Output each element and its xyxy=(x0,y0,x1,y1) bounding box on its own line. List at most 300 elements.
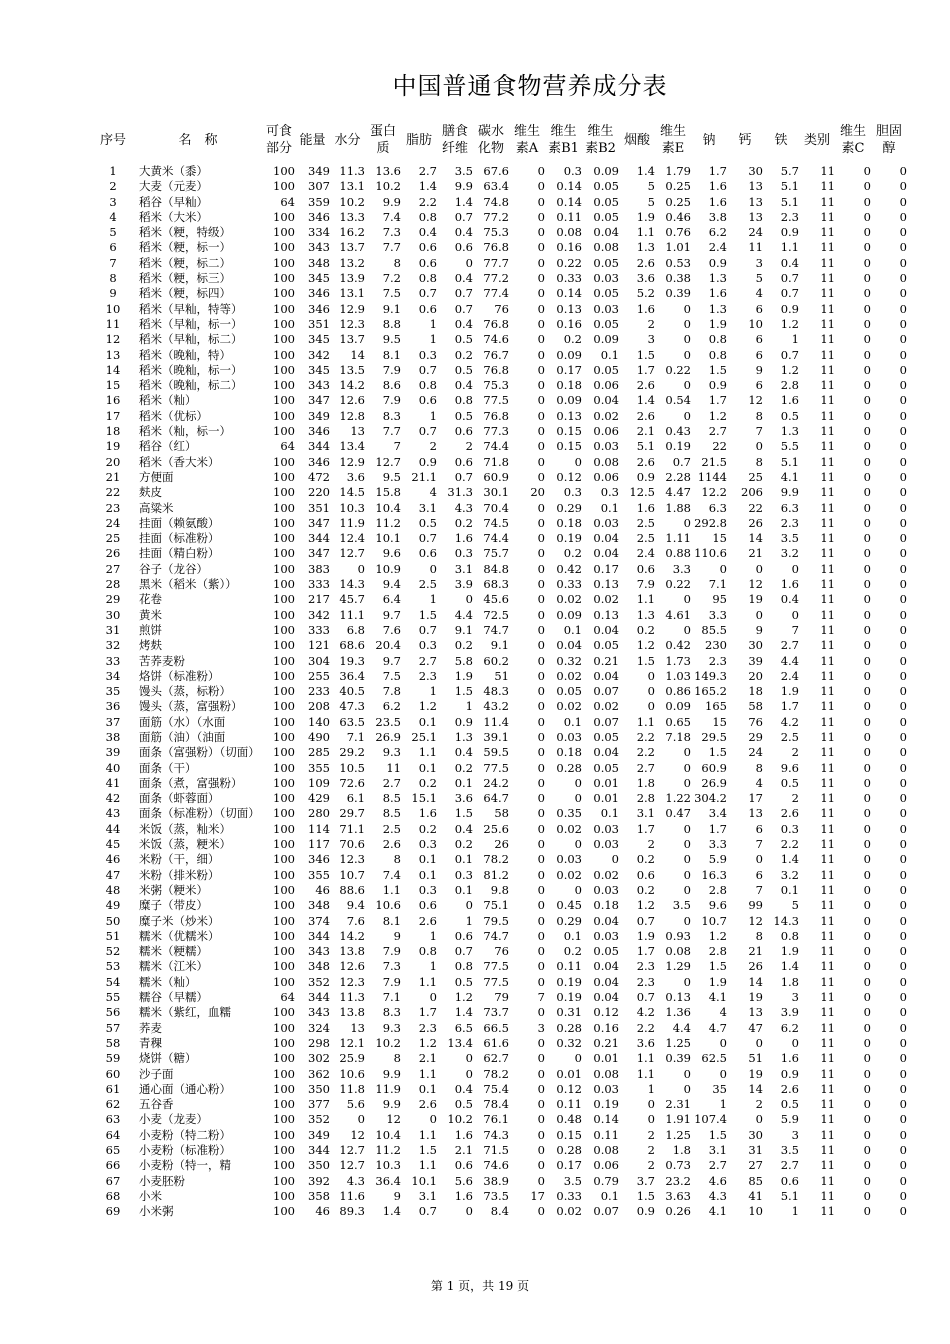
row-index: 33 xyxy=(105,653,121,668)
cell-value: 3.6 xyxy=(636,271,655,286)
cell-value: 73.5 xyxy=(483,1188,509,1203)
cell-value: 3.6 xyxy=(346,469,365,484)
food-name: 小米 xyxy=(139,1188,162,1203)
table-row xyxy=(93,592,907,607)
cell-value: 6 xyxy=(755,821,763,836)
row-index: 67 xyxy=(105,1173,121,1188)
cell-value: 0.15 xyxy=(556,439,582,454)
cell-value: 100 xyxy=(273,974,295,989)
cell-value: 344 xyxy=(308,1143,330,1157)
row-index: 56 xyxy=(105,1005,121,1020)
cell-value: 7.8 xyxy=(382,684,401,699)
cell-value: 1.1 xyxy=(636,1066,655,1081)
cell-value: 0.1 xyxy=(418,714,437,729)
cell-value: 100 xyxy=(273,867,295,882)
cell-value: 0 xyxy=(863,974,871,989)
cell-value: 1.7 xyxy=(780,699,799,714)
cell-value: 1.2 xyxy=(780,362,799,377)
cell-value: 6 xyxy=(755,867,763,882)
cell-value: 1.7 xyxy=(636,944,655,959)
food-name: 糜子米（炒米） xyxy=(139,913,220,928)
cell-value: 100 xyxy=(273,424,295,439)
cell-value: 45.6 xyxy=(483,592,509,607)
row-index: 7 xyxy=(109,255,117,270)
cell-value: 0 xyxy=(899,1097,907,1112)
cell-value: 1 xyxy=(465,699,473,714)
cell-value: 3 xyxy=(755,255,763,270)
cell-value: 8.1 xyxy=(382,347,401,362)
cell-value: 0 xyxy=(863,225,871,240)
cell-value: 13.7 xyxy=(339,240,365,255)
cell-value: 0 xyxy=(899,821,907,836)
cell-value: 6.2 xyxy=(708,225,727,240)
cell-value: 100 xyxy=(273,1005,295,1020)
cell-value: 0.9 xyxy=(708,378,727,393)
cell-value: 0 xyxy=(647,699,655,714)
cell-value: 7.9 xyxy=(382,944,401,959)
cell-value: 60.2 xyxy=(483,653,509,668)
cell-value: 0.1 xyxy=(563,928,582,943)
cell-value: 0 xyxy=(537,271,545,286)
cell-value: 0.05 xyxy=(593,638,619,653)
table-row xyxy=(93,638,907,653)
cell-value: 5.6 xyxy=(346,1097,365,1112)
cell-value: 0 xyxy=(537,454,545,469)
cell-value: 3.5 xyxy=(454,164,473,178)
cell-value: 0 xyxy=(537,1081,545,1096)
row-index: 60 xyxy=(105,1066,121,1081)
cell-value: 11 xyxy=(820,760,835,775)
cell-value: 0.4 xyxy=(780,592,799,607)
table-row xyxy=(93,546,907,561)
row-index: 58 xyxy=(105,1035,121,1050)
cell-value: 208 xyxy=(308,699,330,714)
cell-value: 0.9 xyxy=(636,1204,655,1219)
food-name: 方便面 xyxy=(139,469,174,484)
cell-value: 64 xyxy=(280,990,295,1005)
food-name: 馒头（蒸，标粉） xyxy=(139,684,231,699)
cell-value: 11 xyxy=(820,913,835,928)
cell-value: 13 xyxy=(350,1020,365,1035)
cell-value: 11 xyxy=(820,1051,835,1066)
cell-value: 0.2 xyxy=(563,944,582,959)
cell-value: 0.06 xyxy=(593,378,619,393)
cell-value: 1.7 xyxy=(636,821,655,836)
cell-value: 4.2 xyxy=(636,1005,655,1020)
cell-value: 60.9 xyxy=(701,760,727,775)
row-index: 55 xyxy=(105,990,121,1005)
cell-value: 350 xyxy=(308,1158,330,1173)
cell-value: 0.22 xyxy=(556,255,582,270)
table-header-row xyxy=(93,116,907,164)
column-header: 碳水化物 xyxy=(477,124,504,156)
cell-value: 0 xyxy=(537,928,545,943)
cell-value: 0.08 xyxy=(593,1143,619,1157)
cell-value: 0 xyxy=(537,531,545,546)
cell-value: 0.04 xyxy=(593,745,619,760)
cell-value: 0 xyxy=(574,454,582,469)
cell-value: 12.7 xyxy=(339,546,365,561)
table-row xyxy=(93,195,907,210)
cell-value: 0 xyxy=(537,469,545,484)
cell-value: 2.1 xyxy=(454,1143,473,1157)
cell-value: 0 xyxy=(755,607,763,622)
cell-value: 165 xyxy=(705,699,727,714)
row-index: 42 xyxy=(105,791,121,806)
cell-value: 3.63 xyxy=(665,1188,691,1203)
cell-value: 11 xyxy=(820,821,835,836)
cell-value: 1.4 xyxy=(636,164,655,178)
cell-value: 1.4 xyxy=(454,1005,473,1020)
table-row xyxy=(93,439,907,454)
cell-value: 7.5 xyxy=(382,668,401,683)
cell-value: 10.3 xyxy=(339,500,365,515)
cell-value: 3.1 xyxy=(708,1143,727,1157)
cell-value: 0 xyxy=(683,745,691,760)
cell-value: 66.5 xyxy=(483,1020,509,1035)
cell-value: 0 xyxy=(863,454,871,469)
table-row xyxy=(93,210,907,225)
cell-value: 4.4 xyxy=(454,607,473,622)
row-index: 19 xyxy=(105,439,121,454)
cell-value: 0.05 xyxy=(593,209,619,224)
cell-value: 0 xyxy=(683,332,691,347)
cell-value: 6.2 xyxy=(382,699,401,714)
cell-value: 1.6 xyxy=(780,1051,799,1066)
cell-value: 12.7 xyxy=(339,1158,365,1173)
cell-value: 74.6 xyxy=(483,332,509,347)
cell-value: 0.03 xyxy=(593,439,619,454)
cell-value: 1 xyxy=(465,913,473,928)
cell-value: 1.3 xyxy=(780,424,799,439)
cell-value: 8.5 xyxy=(382,791,401,806)
cell-value: 0 xyxy=(537,316,545,331)
food-name: 米粉（干，细） xyxy=(139,852,220,867)
cell-value: 9.9 xyxy=(454,179,473,194)
cell-value: 0 xyxy=(683,622,691,637)
table-row xyxy=(93,898,907,913)
cell-value: 26.9 xyxy=(701,775,727,790)
cell-value: 13.9 xyxy=(339,271,365,286)
cell-value: 9.6 xyxy=(780,760,799,775)
cell-value: 12.8 xyxy=(339,408,365,423)
cell-value: 2.6 xyxy=(636,255,655,270)
cell-value: 12.4 xyxy=(339,531,365,546)
cell-value: 14 xyxy=(748,531,763,546)
cell-value: 6.1 xyxy=(346,791,365,806)
table-row xyxy=(93,1067,907,1082)
cell-value: 11 xyxy=(820,1204,835,1219)
row-index: 53 xyxy=(105,959,121,974)
cell-value: 0 xyxy=(537,791,545,806)
cell-value: 13 xyxy=(748,806,763,821)
table-row xyxy=(93,883,907,898)
cell-value: 0.2 xyxy=(454,760,473,775)
cell-value: 74.7 xyxy=(483,622,509,637)
cell-value: 347 xyxy=(308,393,330,408)
cell-value: 15 xyxy=(712,531,727,546)
cell-value: 4 xyxy=(755,286,763,301)
cell-value: 0.19 xyxy=(556,990,582,1005)
cell-value: 0.16 xyxy=(593,1020,619,1035)
cell-value: 304.2 xyxy=(694,791,727,806)
cell-value: 0 xyxy=(537,852,545,867)
cell-value: 6 xyxy=(755,301,763,316)
cell-value: 11 xyxy=(820,882,835,897)
cell-value: 13 xyxy=(350,424,365,439)
cell-value: 11 xyxy=(820,1035,835,1050)
cell-value: 1.5 xyxy=(708,959,727,974)
cell-value: 11 xyxy=(820,1081,835,1096)
cell-value: 100 xyxy=(273,1035,295,1050)
cell-value: 0.04 xyxy=(593,622,619,637)
cell-value: 3.3 xyxy=(708,837,727,852)
cell-value: 3.9 xyxy=(780,1005,799,1020)
cell-value: 0 xyxy=(537,668,545,683)
cell-value: 0.19 xyxy=(665,439,691,454)
food-name: 糯米（籼） xyxy=(139,974,197,989)
cell-value: 0 xyxy=(683,1081,691,1096)
cell-value: 0 xyxy=(574,1051,582,1066)
cell-value: 0 xyxy=(537,653,545,668)
cell-value: 0 xyxy=(899,1035,907,1050)
cell-value: 0.09 xyxy=(593,332,619,347)
cell-value: 0 xyxy=(683,837,691,852)
cell-value: 0.8 xyxy=(418,944,437,959)
cell-value: 7.1 xyxy=(382,990,401,1005)
cell-value: 0.86 xyxy=(665,684,691,699)
cell-value: 0 xyxy=(465,1066,473,1081)
cell-value: 0.06 xyxy=(593,469,619,484)
cell-value: 13.3 xyxy=(339,209,365,224)
cell-value: 0.6 xyxy=(636,561,655,576)
cell-value: 100 xyxy=(273,852,295,867)
cell-value: 11 xyxy=(820,347,835,362)
cell-value: 11.3 xyxy=(339,164,365,178)
column-header: 蛋白质 xyxy=(369,124,396,156)
cell-value: 0 xyxy=(537,164,545,178)
cell-value: 0 xyxy=(863,959,871,974)
cell-value: 4.7 xyxy=(708,1020,727,1035)
table-row xyxy=(93,715,907,730)
table-row xyxy=(93,240,907,255)
cell-value: 0.76 xyxy=(665,225,691,240)
cell-value: 0 xyxy=(574,791,582,806)
cell-value: 12 xyxy=(748,913,763,928)
cell-value: 0.1 xyxy=(563,622,582,637)
cell-value: 5.1 xyxy=(780,454,799,469)
cell-value: 1.9 xyxy=(636,209,655,224)
cell-value: 1.5 xyxy=(418,607,437,622)
cell-value: 11 xyxy=(820,1020,835,1035)
cell-value: 2.2 xyxy=(636,745,655,760)
cell-value: 0 xyxy=(863,271,871,286)
cell-value: 0 xyxy=(537,1204,545,1219)
cell-value: 0.47 xyxy=(665,806,691,821)
cell-value: 351 xyxy=(308,316,330,331)
table-row xyxy=(93,1128,907,1143)
column-header: 能量 xyxy=(299,132,326,148)
cell-value: 12.7 xyxy=(375,454,401,469)
table-row xyxy=(93,852,907,867)
food-name: 面条（标准粉）（切面） xyxy=(139,806,260,821)
cell-value: 2.8 xyxy=(780,378,799,393)
cell-value: 0.93 xyxy=(665,928,691,943)
cell-value: 0.05 xyxy=(593,944,619,959)
cell-value: 76.8 xyxy=(483,362,509,377)
cell-value: 0 xyxy=(863,1173,871,1188)
food-name: 稻米（早籼，特等） xyxy=(139,301,243,316)
cell-value: 41 xyxy=(748,1188,763,1203)
row-index: 25 xyxy=(105,531,121,546)
cell-value: 4.3 xyxy=(708,1188,727,1203)
cell-value: 11 xyxy=(820,531,835,546)
cell-value: 2.3 xyxy=(636,959,655,974)
cell-value: 0.5 xyxy=(454,974,473,989)
cell-value: 0.05 xyxy=(593,286,619,301)
row-index: 13 xyxy=(105,347,121,362)
cell-value: 16.3 xyxy=(701,867,727,882)
cell-value: 0.6 xyxy=(454,1158,473,1173)
cell-value: 9.5 xyxy=(382,469,401,484)
cell-value: 0 xyxy=(429,1112,437,1127)
table-row xyxy=(93,256,907,271)
cell-value: 345 xyxy=(308,271,330,286)
cell-value: 0 xyxy=(537,225,545,240)
cell-value: 0 xyxy=(899,990,907,1005)
cell-value: 15 xyxy=(712,714,727,729)
cell-value: 3.9 xyxy=(454,577,473,592)
cell-value: 0 xyxy=(465,1051,473,1066)
cell-value: 15.1 xyxy=(411,791,437,806)
cell-value: 8 xyxy=(755,408,763,423)
cell-value: 7.4 xyxy=(382,867,401,882)
cell-value: 10.7 xyxy=(339,867,365,882)
cell-value: 63.4 xyxy=(483,179,509,194)
cell-value: 2 xyxy=(647,1127,655,1142)
cell-value: 0.5 xyxy=(454,1097,473,1112)
food-name: 大黄米（黍） xyxy=(139,164,208,178)
cell-value: 0.3 xyxy=(780,821,799,836)
cell-value: 0 xyxy=(899,638,907,653)
cell-value: 7 xyxy=(791,622,799,637)
cell-value: 0.8 xyxy=(454,393,473,408)
cell-value: 21 xyxy=(748,546,763,561)
cell-value: 75.3 xyxy=(483,225,509,240)
cell-value: 11 xyxy=(820,286,835,301)
cell-value: 2.7 xyxy=(708,424,727,439)
cell-value: 0 xyxy=(863,1035,871,1050)
food-name: 苦荞麦粉 xyxy=(139,653,185,668)
cell-value: 8.5 xyxy=(382,806,401,821)
cell-value: 0.7 xyxy=(418,424,437,439)
row-index: 3 xyxy=(109,194,117,209)
food-name: 稻米（粳，标四） xyxy=(139,286,231,301)
cell-value: 0.09 xyxy=(593,164,619,178)
cell-value: 0.02 xyxy=(593,592,619,607)
cell-value: 47.3 xyxy=(339,699,365,714)
cell-value: 2.7 xyxy=(780,1158,799,1173)
cell-value: 23.5 xyxy=(375,714,401,729)
cell-value: 0.35 xyxy=(556,806,582,821)
cell-value: 2.3 xyxy=(418,1020,437,1035)
cell-value: 11 xyxy=(820,240,835,255)
cell-value: 1.4 xyxy=(780,959,799,974)
cell-value: 74.5 xyxy=(483,515,509,530)
cell-value: 349 xyxy=(308,408,330,423)
cell-value: 100 xyxy=(273,286,295,301)
cell-value: 0 xyxy=(863,592,871,607)
cell-value: 0.65 xyxy=(665,714,691,729)
cell-value: 0.38 xyxy=(665,271,691,286)
cell-value: 11 xyxy=(820,561,835,576)
cell-value: 0.33 xyxy=(556,1188,582,1203)
cell-value: 2.5 xyxy=(418,577,437,592)
cell-value: 0.13 xyxy=(593,607,619,622)
cell-value: 100 xyxy=(273,745,295,760)
cell-value: 298 xyxy=(308,1035,330,1050)
cell-value: 0.7 xyxy=(454,469,473,484)
table-row xyxy=(93,348,907,363)
cell-value: 0 xyxy=(899,316,907,331)
cell-value: 77.2 xyxy=(483,209,509,224)
cell-value: 0 xyxy=(537,439,545,454)
cell-value: 62.5 xyxy=(701,1051,727,1066)
cell-value: 2.6 xyxy=(780,1081,799,1096)
column-header: 维生素B2 xyxy=(585,124,616,156)
cell-value: 75.1 xyxy=(483,898,509,913)
cell-value: 0.09 xyxy=(556,607,582,622)
cell-value: 6 xyxy=(755,332,763,347)
cell-value: 0.09 xyxy=(556,393,582,408)
cell-value: 70.6 xyxy=(339,837,365,852)
table-row xyxy=(93,1036,907,1051)
cell-value: 0.07 xyxy=(593,714,619,729)
cell-value: 0 xyxy=(863,668,871,683)
cell-value: 2.1 xyxy=(418,1051,437,1066)
cell-value: 0 xyxy=(683,867,691,882)
cell-value: 0 xyxy=(899,1173,907,1188)
cell-value: 0.4 xyxy=(454,378,473,393)
column-header: 钠 xyxy=(702,132,716,148)
cell-value: 43.2 xyxy=(483,699,509,714)
cell-value: 0 xyxy=(863,944,871,959)
cell-value: 0 xyxy=(863,1097,871,1112)
cell-value: 0.6 xyxy=(454,424,473,439)
cell-value: 17 xyxy=(748,791,763,806)
cell-value: 0.3 xyxy=(563,485,582,500)
cell-value: 0 xyxy=(537,577,545,592)
cell-value: 100 xyxy=(273,469,295,484)
cell-value: 1.5 xyxy=(708,362,727,377)
cell-value: 7 xyxy=(393,439,401,454)
cell-value: 2.7 xyxy=(708,1158,727,1173)
table-row xyxy=(93,837,907,852)
cell-value: 1.1 xyxy=(636,225,655,240)
cell-value: 21.5 xyxy=(701,454,727,469)
cell-value: 2.3 xyxy=(418,668,437,683)
cell-value: 0.14 xyxy=(556,179,582,194)
cell-value: 0.4 xyxy=(454,225,473,240)
cell-value: 0 xyxy=(863,255,871,270)
cell-value: 2.5 xyxy=(636,531,655,546)
cell-value: 14.3 xyxy=(773,913,799,928)
cell-value: 0 xyxy=(683,913,691,928)
cell-value: 36.4 xyxy=(339,668,365,683)
cell-value: 1.5 xyxy=(636,1188,655,1203)
cell-value: 11 xyxy=(820,332,835,347)
cell-value: 0 xyxy=(537,913,545,928)
